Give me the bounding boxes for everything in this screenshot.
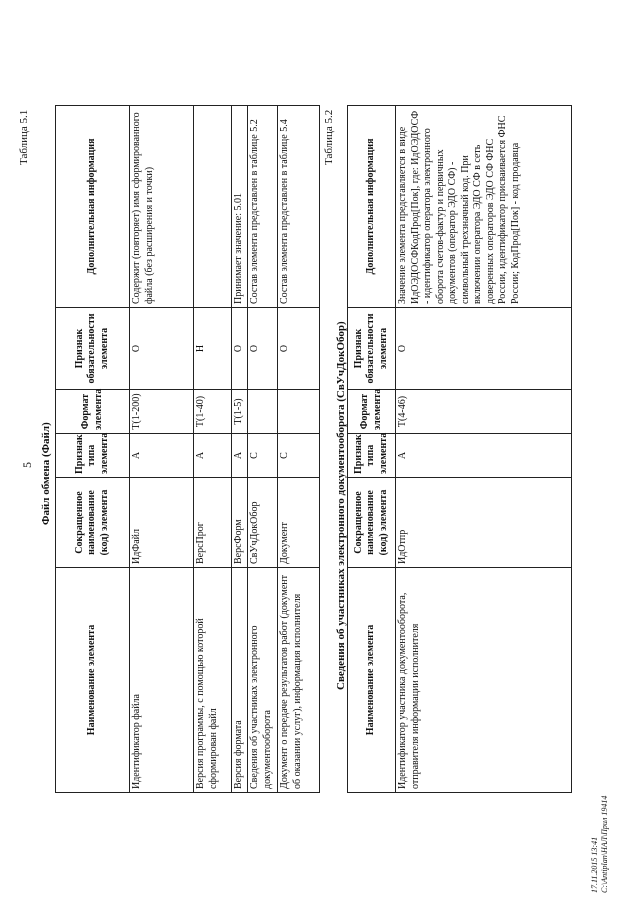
table-row (248, 106, 278, 793)
table-cell: T(1-200) (130, 390, 194, 434)
table-cell: О (278, 308, 320, 390)
table-cell: Идентификатор файла (130, 568, 194, 793)
table-cell: О (232, 308, 248, 390)
column-header: Формат элемента (56, 390, 130, 434)
table-row (194, 106, 232, 793)
table-title: Файл обмена (Файл) (40, 422, 52, 525)
table-cell: ИдФайл (130, 478, 194, 568)
table-cell: Принимает значение: 5.01 (232, 106, 248, 308)
table-cell (194, 106, 232, 308)
table-caption: Таблица 5.2 (323, 109, 335, 165)
table-cell: Версия программы, с помощью которой сформирован файл (194, 568, 232, 793)
table-cell: Документ о передаче результатов работ (документ об оказании услуг), информация исполнителя (278, 568, 320, 793)
table-cell: Состав элемента представлен в таблице 5.4 (278, 106, 320, 308)
table-row (396, 106, 572, 793)
data-table (55, 105, 320, 793)
table-caption: Таблица 5.1 (18, 109, 30, 165)
footer-stamp (590, 796, 611, 893)
column-header: Дополнительная информация (56, 106, 130, 308)
table-cell: Идентификатор участника документооборота, отправителя информации исполнителя (396, 568, 572, 793)
table-cell: А (232, 434, 248, 478)
table-row (232, 106, 248, 793)
table-cell: А (130, 434, 194, 478)
table-cell: А (396, 434, 572, 478)
table-row (130, 106, 194, 793)
column-header: Признак типа элемента (348, 434, 396, 478)
table-cell: Сведения об участниках электронного документооборота (248, 568, 278, 793)
table-cell: ИдОтпр (396, 478, 572, 568)
column-header: Наименование элемента (348, 568, 396, 793)
table-cell: Н (194, 308, 232, 390)
table-title: Сведения об участниках электронного документооборота (СвУчДокОбор) (335, 321, 347, 690)
table-cell: Версия формата (232, 568, 248, 793)
table-cell (278, 390, 320, 434)
table-cell: С (278, 434, 320, 478)
table-cell: ВерсПрог (194, 478, 232, 568)
column-header: Признак типа элемента (56, 434, 130, 478)
table-cell: Состав элемента представлен в таблице 5.2 (248, 106, 278, 308)
table-cell: С (248, 434, 278, 478)
table-cell: T(1-40) (194, 390, 232, 434)
table-cell: T(4-46) (396, 390, 572, 434)
column-header: Наименование элемента (56, 568, 130, 793)
footer-timestamp: 17.11.2015 13:41 (590, 836, 599, 893)
column-header: Признак обязательности элемента (56, 308, 130, 390)
table-cell: Документ (278, 478, 320, 568)
table-cell: О (248, 308, 278, 390)
table-cell: СвУчДокОбор (248, 478, 278, 568)
table-cell: Значение элемента представляется в виде ИдОЭДОСФКодПрод[Пок], где: ИдОЭДОСФ - идентификатор оператора электронного оборота счетов-фактур и первичных документов (оператор ЭДО СФ) - символьный трехзначный код. При включении оператора ЭДО СФ в сеть доверенных операторов ЭДО СФ ФНС России, идентификатор присваивается ФНС России; КодПрод[Пок] - код продавца (396, 106, 572, 308)
table-cell (248, 390, 278, 434)
table-cell: ВерсФорм (232, 478, 248, 568)
table-cell: О (130, 308, 194, 390)
column-header: Формат элемента (348, 390, 396, 434)
column-header: Сокращенное наименование (код) элемента (348, 478, 396, 568)
footer-file-path: С:\Antiplan\НАЛ\Прил 19414 (600, 795, 610, 893)
column-header: Сокращенное наименование (код) элемента (56, 478, 130, 568)
table-header-row (348, 106, 396, 793)
table-cell: Содержит (повторяет) имя сформированного файла (без расширения и точки) (130, 106, 194, 308)
page-number: 5 (20, 462, 34, 468)
table-cell: А (194, 434, 232, 478)
table-cell: О (396, 308, 572, 390)
data-table (347, 105, 572, 793)
table-row (278, 106, 320, 793)
table-cell: T(1-5) (232, 390, 248, 434)
column-header: Признак обязательности элемента (348, 308, 396, 390)
table-header-row (56, 106, 130, 793)
column-header: Дополнительная информация (348, 106, 396, 308)
